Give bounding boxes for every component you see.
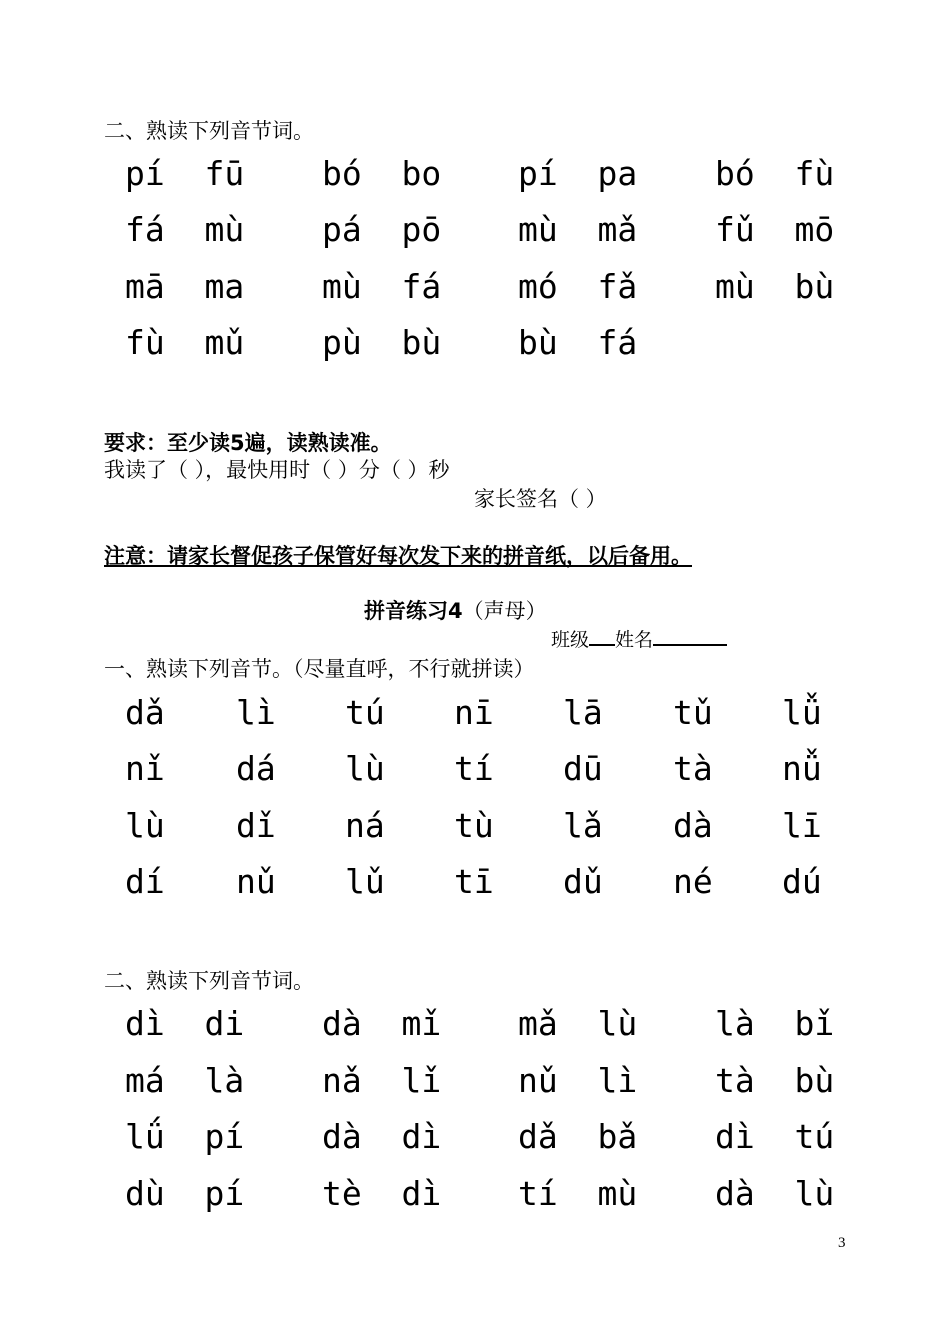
section-b-syllable: dí <box>125 862 165 901</box>
name-label: 姓名 <box>615 629 654 651</box>
section-b-syllable: lǔ <box>345 862 385 901</box>
section-a-syllable: mù bù <box>715 267 835 306</box>
section-c-syllable: lǘ pí <box>125 1117 245 1156</box>
section-c-syllable: dà lù <box>715 1174 835 1213</box>
section-b-syllable: lā <box>563 693 603 732</box>
section-a-syllable: bù fá <box>518 323 638 362</box>
section-b-syllable: lì <box>236 693 276 732</box>
section-c-syllable: nǎ lǐ <box>322 1061 442 1100</box>
section-a-syllable: fù mǔ <box>125 323 245 362</box>
practice-title-main: 拼音练习4 <box>364 599 463 623</box>
practice-title <box>364 598 547 624</box>
section-c-syllable: mǎ lù <box>518 1004 638 1043</box>
section-c-syllable: dù pí <box>125 1174 245 1213</box>
section-a-syllable: mó fǎ <box>518 267 638 306</box>
section-b-syllable: nǐ <box>125 749 165 788</box>
section-b-syllable: tǔ <box>673 693 713 732</box>
class-name-line <box>551 626 727 653</box>
section-b-syllable: lù <box>345 749 385 788</box>
section-c-syllable: dǎ bǎ <box>518 1117 638 1156</box>
section-a-syllable: pù bù <box>322 323 442 362</box>
section-b-syllable: lǚ <box>782 693 822 732</box>
section-a-syllable: fǔ mō <box>715 210 835 249</box>
section-a-syllable: mā ma <box>125 267 245 306</box>
section-b-syllable: né <box>673 862 713 901</box>
name-blank[interactable] <box>653 626 727 646</box>
section-b-syllable: lǎ <box>563 806 603 845</box>
section-b-syllable: dá <box>236 749 276 788</box>
section-b-syllable: nǚ <box>782 749 822 788</box>
section-b-syllable: tà <box>673 749 713 788</box>
section-b-syllable: dǐ <box>236 806 276 845</box>
section-a-syllable: bó bo <box>322 154 442 193</box>
class-label: 班级 <box>551 629 590 651</box>
section-b-syllable: lù <box>125 806 165 845</box>
section-b-syllable: dú <box>782 862 822 901</box>
section-c-syllable: là bǐ <box>715 1004 835 1043</box>
section-c-syllable: tè dì <box>322 1174 442 1213</box>
parent-signature-line: 家长签名（ ） <box>474 487 607 511</box>
section-a-heading: 二、熟读下列音节词。 <box>104 119 314 143</box>
section-c-syllable: dì di <box>125 1004 245 1043</box>
section-a-syllable: bó fù <box>715 154 835 193</box>
practice-title-sub: （声母） <box>462 599 547 623</box>
section-b-syllable: tī <box>454 862 494 901</box>
section-b-syllable: tí <box>454 749 494 788</box>
section-b-syllable: nǔ <box>236 862 276 901</box>
requirement-title: 要求：至少读5遍，读熟读准。 <box>104 431 392 455</box>
section-c-syllable: tà bù <box>715 1061 835 1100</box>
section-c-syllable: dà mǐ <box>322 1004 442 1043</box>
section-b-syllable: dǎ <box>125 693 165 732</box>
section-a-syllable: pá pō <box>322 210 442 249</box>
notice-text: 注意：请家长督促孩子保管好每次发下来的拼音纸，以后备用。 <box>104 544 692 568</box>
section-a-syllable: mù mǎ <box>518 210 638 249</box>
requirement-line-1: 我读了（ ），最快用时（ ）分（ ）秒 <box>104 458 450 482</box>
section-b-syllable: dū <box>563 749 603 788</box>
section-b-syllable: ná <box>345 806 385 845</box>
section-b-syllable: dà <box>673 806 713 845</box>
section-c-syllable: dì tú <box>715 1117 835 1156</box>
section-b-heading: 一、熟读下列音节。（尽量直呼，不行就拼读） <box>104 657 535 681</box>
section-c-syllable: dà dì <box>322 1117 442 1156</box>
page-number: 3 <box>838 1235 846 1251</box>
class-blank[interactable] <box>589 626 615 646</box>
section-b-syllable: nī <box>454 693 494 732</box>
section-c-syllable: nǔ lì <box>518 1061 638 1100</box>
section-b-syllable: tù <box>454 806 494 845</box>
section-c-heading: 二、熟读下列音节词。 <box>104 969 314 993</box>
section-b-syllable: lī <box>782 806 822 845</box>
section-a-syllable: pí pa <box>518 154 638 193</box>
section-c-syllable: má là <box>125 1061 245 1100</box>
section-b-syllable: tú <box>345 693 385 732</box>
section-b-syllable: dǔ <box>563 862 603 901</box>
section-a-syllable: fá mù <box>125 210 245 249</box>
section-a-syllable: mù fá <box>322 267 442 306</box>
section-a-syllable: pí fū <box>125 154 245 193</box>
section-c-syllable: tí mù <box>518 1174 638 1213</box>
